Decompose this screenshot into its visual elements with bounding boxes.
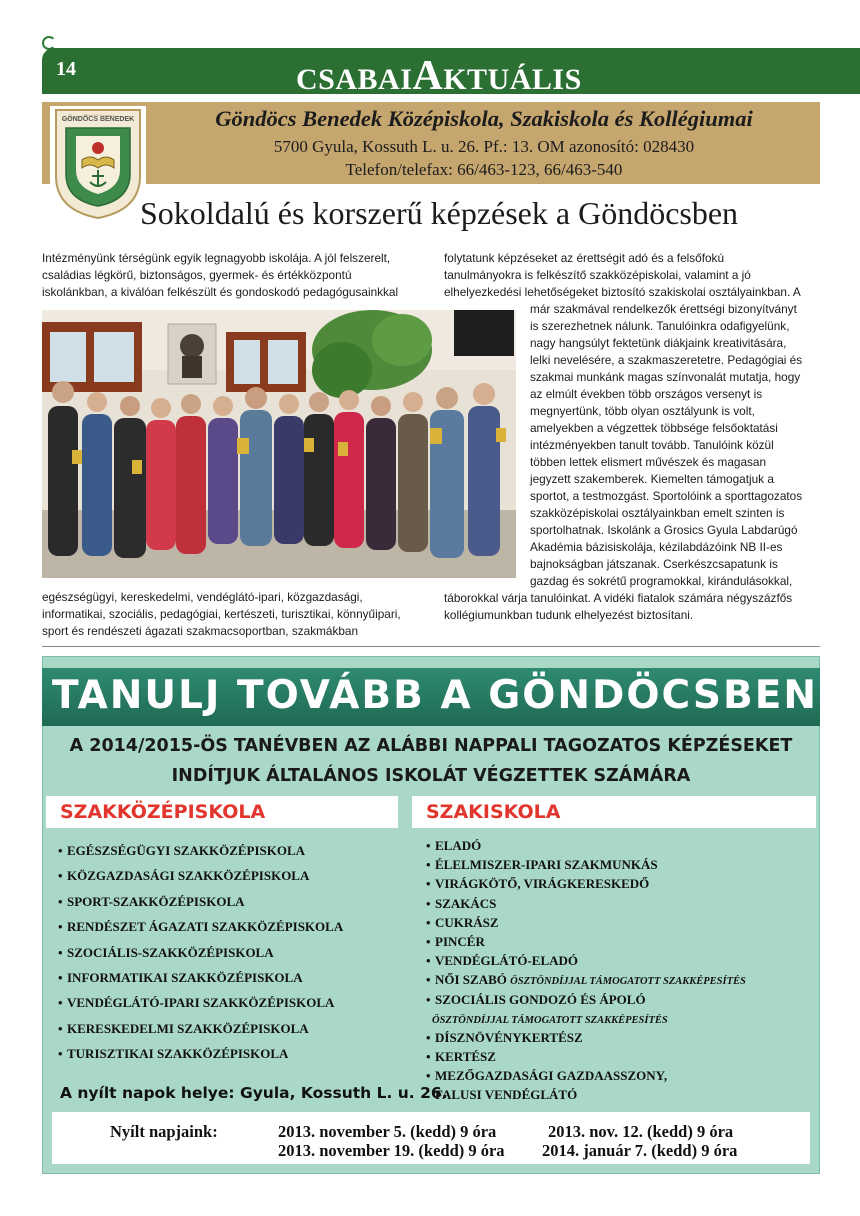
- ad-subtitle-line2: INDÍTJUK ÁLTALÁNOS ISKOLÁT VÉGZETTEK SZÁMÁRA: [171, 766, 691, 786]
- section-heading-szakiskola: SZAKISKOLA: [412, 796, 816, 828]
- list-item: [426, 1068, 746, 1087]
- ad-banner-title: TANULJ TOVÁBB A GÖNDÖCSBEN!: [52, 673, 838, 718]
- list-item: [58, 919, 343, 944]
- text-line: intézményekben tanult tovább. Tanulóink közül: [530, 438, 774, 452]
- list-item-label: KERTÉSZ: [435, 1049, 496, 1065]
- bullet: •: [426, 953, 431, 969]
- list-item-label: KERESKEDELMI SZAKKÖZÉPISKOLA: [67, 1020, 309, 1036]
- school-phone: Telefon/telefax: 66/463-123, 66/463-540: [345, 160, 623, 179]
- bullet: •: [58, 995, 63, 1011]
- list-item-label: PINCÉR: [435, 933, 485, 949]
- list-item: [426, 915, 746, 934]
- list-item-label: SPORT-SZAKKÖZÉPISKOLA: [67, 893, 245, 909]
- text-line: amelyekben a végzettek többsége felsőoktatási: [530, 421, 778, 435]
- section-heading-szakkozepiskola: SZAKKÖZÉPISKOLA: [46, 796, 398, 828]
- list-item: [58, 843, 343, 868]
- page-number: 14: [56, 58, 76, 80]
- list-item: [426, 934, 746, 953]
- list-item: [426, 857, 746, 876]
- text-line: iskolánkban, a kiválóan felkészült és gondoskodó pedagógusainkkal: [42, 285, 399, 299]
- text-line: sportolhatnak. Iskolánk a Grosics Gyula Labdarúgó: [530, 523, 798, 537]
- text-line: Intézményünk térségünk egyik legnagyobb iskolája. A jól felszerelt,: [42, 251, 391, 265]
- list-item-label: VIRÁGKÖTŐ, VIRÁGKERESKEDŐ: [435, 876, 650, 892]
- article-title: Sokoldalú és korszerű képzések a Göndöcsben: [140, 195, 739, 231]
- list-item: [58, 945, 343, 970]
- text-line: informatikai, szociális, pedagógiai, kertészeti, turisztikai, könnyűipari,: [42, 607, 401, 621]
- text-line: jegyzett szakemberek. Kiemelten támogatjuk a: [530, 472, 774, 486]
- text-line: családias légkörű, biztonságos, gyermek- és értékközpontú: [42, 268, 352, 282]
- list-item-label: SZOCIÁLIS GONDOZÓ ÉS ÁPOLÓ: [435, 991, 646, 1007]
- text-line: tanulmányokra is felkészítő szakközépiskolai, valamint a jó: [444, 268, 751, 282]
- list-item: [58, 1046, 343, 1071]
- magazine-title-cap: A: [412, 53, 444, 99]
- text-line: Akadémia bázisiskolája, kézilabdázóink NB II-es: [530, 540, 783, 554]
- school-address: 5700 Gyula, Kossuth L. u. 26. Pf.: 13. OM azonosító: 028430: [273, 137, 695, 156]
- ad-subtitle-line1: A 2014/2015-ÖS TANÉVBEN AZ ALÁBBI NAPPALI TAGOZATOS KÉPZÉSEKET: [69, 736, 793, 756]
- bullet: •: [426, 933, 431, 949]
- bullet: •: [426, 1049, 431, 1065]
- list-item: [426, 1030, 746, 1049]
- text-line: is szerezhetnek nálunk. Tanulóinkra odafigyelünk,: [530, 319, 790, 333]
- list-item-label: ÉLELMISZER-IPARI SZAKMUNKÁS: [435, 857, 658, 873]
- text-line: többen lettek elismert művészek és magasan: [530, 455, 767, 469]
- school-crest-logo: [50, 106, 146, 222]
- bullet: •: [426, 1029, 431, 1045]
- bullet: •: [426, 914, 431, 930]
- text-line: táborokkal várja tanulóinkat. A vidéki fiatalok számára négyszázfős: [444, 591, 793, 605]
- scholarship-note: ÖSZTÖNDÍJJAL TÁMOGATOTT SZAKKÉPESÍTÉS: [432, 1014, 668, 1026]
- list-item-label: INFORMATIKAI SZAKKÖZÉPISKOLA: [67, 969, 303, 985]
- list-item: [58, 995, 343, 1020]
- article-col2-top: [444, 250, 824, 301]
- bullet: •: [58, 893, 63, 909]
- scholarship-note: ÖSZTÖNDÍJJAL TÁMOGATOTT SZAKKÉPESÍTÉS: [510, 976, 746, 988]
- list-item-continuation: [426, 1087, 746, 1106]
- article-col1-top: [42, 250, 422, 301]
- magazine-title: [296, 52, 582, 100]
- bullet: •: [426, 972, 431, 988]
- article-col2-right: [444, 301, 820, 624]
- open-day-date: 2013. november 5. (kedd) 9 óra: [278, 1122, 497, 1141]
- bullet: •: [58, 868, 63, 884]
- list-item: [58, 894, 343, 919]
- section-divider: [42, 646, 820, 647]
- bullet: •: [426, 991, 431, 1007]
- list-item-label: VENDÉGLÁTÓ-ELADÓ: [435, 953, 579, 969]
- bullet: •: [58, 969, 63, 985]
- list-item: [58, 1021, 343, 1046]
- text-line: gazdag és sokrétű programokkal, kirándulásokkal,: [530, 574, 793, 588]
- list-item: [426, 992, 746, 1011]
- bullet: •: [426, 857, 431, 873]
- text-line: egészségügyi, kereskedelmi, vendéglátó-ipari, közgazdasági,: [42, 590, 363, 604]
- szakiskola-list: [426, 838, 746, 1107]
- text-line: az elmúlt években több országos versenyt is: [530, 387, 763, 401]
- list-item-label: SZOCIÁLIS-SZAKKÖZÉPISKOLA: [67, 944, 274, 960]
- text-line: elhelyezkedési lehetőségeket biztosító szakiskolai osztályainkban. A: [444, 285, 801, 299]
- list-item-label: SZAKÁCS: [435, 895, 497, 911]
- text-line: sport és rendészeti ágazati szakmacsoportban, szakmákban: [42, 624, 359, 638]
- list-item-label: TURISZTIKAI SZAKKÖZÉPISKOLA: [67, 1046, 289, 1062]
- list-item-label: DÍSZNÖVÉNYKERTÉSZ: [435, 1029, 583, 1045]
- open-days-label: Nyílt napjaink:: [110, 1122, 218, 1141]
- open-day-date: 2013. nov. 12. (kedd) 9 óra: [548, 1122, 734, 1141]
- list-item: [426, 972, 746, 991]
- list-item-label: CUKRÁSZ: [435, 914, 499, 930]
- bullet: •: [426, 1068, 431, 1084]
- list-item-label: RENDÉSZET ÁGAZATI SZAKKÖZÉPISKOLA: [67, 919, 344, 935]
- article-col1-bottom: [42, 589, 442, 640]
- list-item-label: FALUSI VENDÉGLÁTÓ: [435, 1087, 578, 1103]
- text-line: megnyertünk, több olyan osztályunk is volt,: [530, 404, 755, 418]
- list-item-label: KÖZGAZDASÁGI SZAKKÖZÉPISKOLA: [67, 868, 310, 884]
- text-line: már szakmával rendelkezők érettségi bizonyítványt: [530, 302, 797, 316]
- text-line: lelki nevelésére, a szakmaszeretetre. Pedagógiai és: [530, 353, 803, 367]
- open-days-location: A nyílt napok helye: Gyula, Kossuth L. u. 26.: [60, 1084, 448, 1102]
- list-item: [426, 1049, 746, 1068]
- bullet: •: [58, 843, 63, 858]
- list-item-label: NŐI SZABÓ: [435, 972, 507, 988]
- list-item: [426, 953, 746, 972]
- list-item-label: EGÉSZSÉGÜGYI SZAKKÖZÉPISKOLA: [67, 843, 306, 858]
- bullet: •: [426, 895, 431, 911]
- bullet: •: [426, 838, 431, 853]
- school-name: Göndöcs Benedek Középiskola, Szakiskola és Kollégiumai: [215, 106, 753, 131]
- bullet: •: [58, 1046, 63, 1062]
- list-item-label: VENDÉGLÁTÓ-IPARI SZAKKÖZÉPISKOLA: [67, 995, 335, 1011]
- list-item: [58, 970, 343, 995]
- bullet: •: [58, 1020, 63, 1036]
- szakkozepiskola-list: [58, 843, 343, 1072]
- open-day-date: 2013. november 19. (kedd) 9 óra: [278, 1141, 505, 1160]
- text-line: bajnokságban játszanak. Cserkészcsapatunk is: [530, 557, 778, 571]
- open-day-date: 2014. január 7. (kedd) 9 óra: [542, 1141, 738, 1160]
- text-line: sportot, a testmozgást. Sportolóink a sporttagozatos: [530, 489, 803, 503]
- bullet: •: [426, 876, 431, 892]
- text-line: folytatunk képzéseket az érettségit adó és a felsőfokú: [444, 251, 725, 265]
- list-item: [58, 868, 343, 893]
- students-trophies-photo: [42, 310, 516, 578]
- crest-text: GÖNDÖCS BENEDEK: [61, 116, 135, 123]
- text-line: szakmai munkánk magas színvonalát mutatja, hogy: [530, 370, 801, 384]
- list-item-label: MEZŐGAZDASÁGI GAZDAASSZONY,: [435, 1068, 668, 1084]
- magazine-title-part1: CSABAI: [296, 63, 413, 96]
- text-line: kollégiumunkban tudunk elhelyezést biztosítani.: [444, 608, 694, 622]
- list-item: [426, 838, 746, 857]
- list-item: [426, 876, 746, 895]
- text-line: szakközépiskolai osztályainkban emelt szinten is: [530, 506, 785, 520]
- magazine-title-part2: KTUÁLIS: [443, 63, 582, 96]
- list-item-label: ELADÓ: [435, 838, 482, 853]
- text-line: nagy hangsúlyt fektetünk diákjaink kreativitására,: [530, 336, 787, 350]
- bullet: •: [58, 944, 63, 960]
- list-item: [426, 896, 746, 915]
- bullet: •: [58, 919, 63, 935]
- list-item-note: [426, 1011, 746, 1030]
